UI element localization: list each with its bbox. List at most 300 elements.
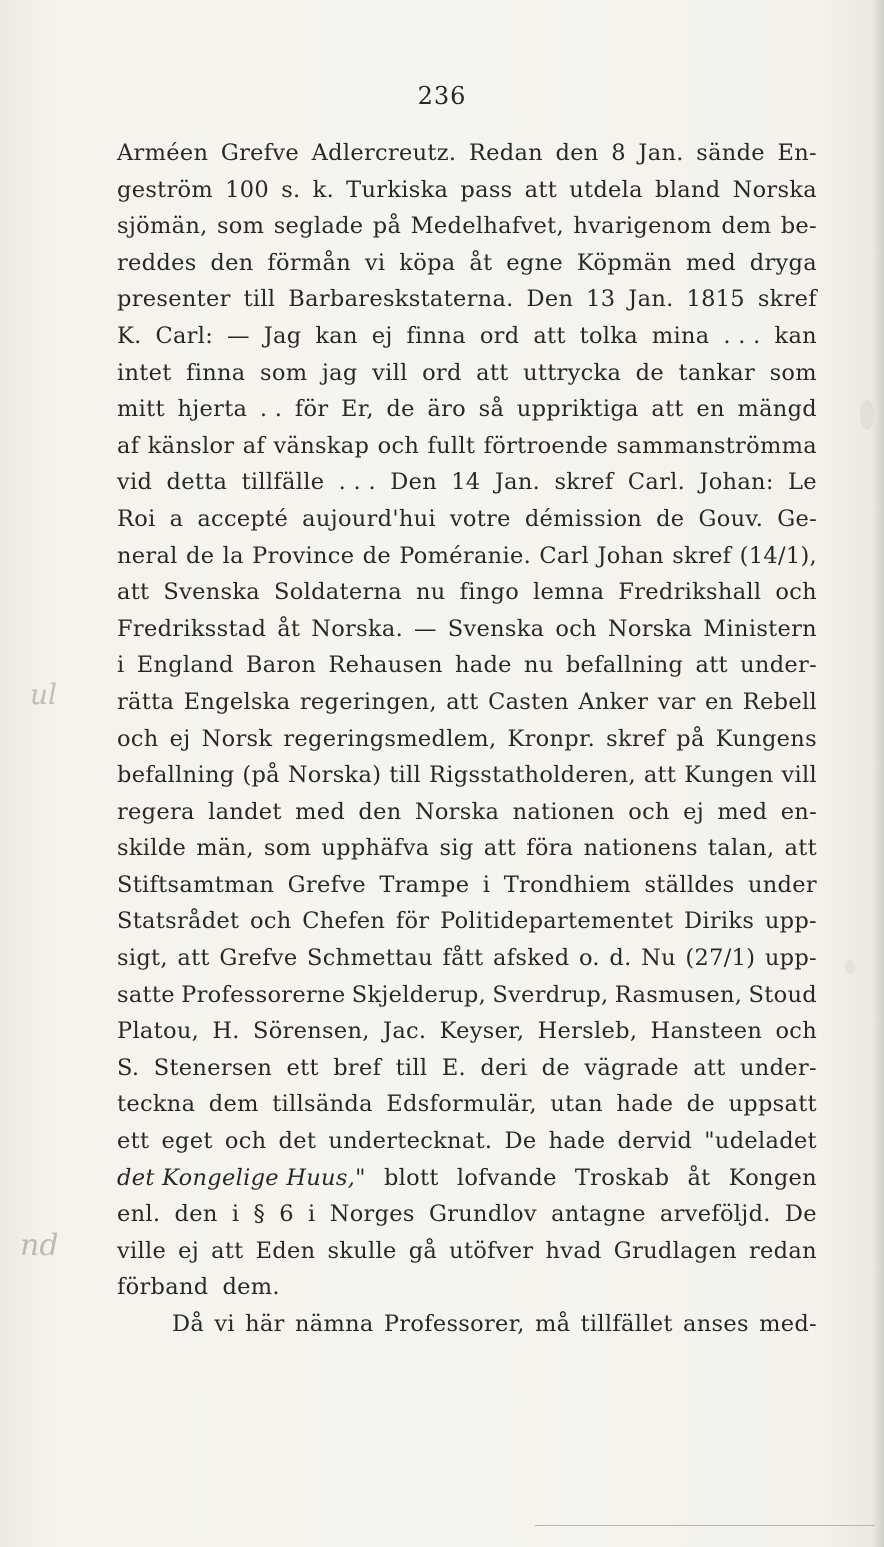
text-line xyxy=(117,1269,817,1306)
word: Kungen xyxy=(684,762,774,789)
word: afsked xyxy=(493,945,570,972)
word: och xyxy=(775,1018,817,1045)
word: Trampe xyxy=(379,871,470,898)
word: mängd xyxy=(737,396,817,423)
word: Jac. xyxy=(383,1018,427,1045)
word: de xyxy=(686,1091,715,1118)
word: med xyxy=(685,249,736,276)
word: skilde xyxy=(117,835,187,862)
text-line xyxy=(117,464,817,501)
word: de xyxy=(541,1054,570,1081)
word: Hersleb, xyxy=(537,1018,638,1045)
word: nu xyxy=(524,652,554,679)
word: och xyxy=(555,615,597,642)
page-smudge xyxy=(845,960,855,974)
word: 1815 xyxy=(686,286,745,313)
text-line xyxy=(117,1123,817,1160)
word: s. xyxy=(281,176,301,203)
word: på xyxy=(676,725,705,752)
word: skulle xyxy=(327,1237,397,1264)
word: Schmettau xyxy=(307,945,433,972)
word: Engelska xyxy=(183,688,291,715)
word: upphäfva xyxy=(321,835,430,862)
word: som xyxy=(263,835,312,862)
text-line xyxy=(117,1233,817,1270)
word: aujourd'hui xyxy=(302,505,436,532)
text-line xyxy=(117,318,817,355)
word: ej xyxy=(169,725,191,752)
word: Chefen xyxy=(302,908,386,935)
word: Norges xyxy=(329,1201,415,1228)
text-line xyxy=(117,794,817,831)
word: sammanströmma xyxy=(616,432,817,459)
word: förtroende xyxy=(483,432,609,459)
word: vi xyxy=(214,1311,235,1337)
word: känslor xyxy=(147,432,235,459)
word: må xyxy=(534,1311,571,1337)
text-line xyxy=(117,940,817,977)
word: egne xyxy=(506,249,564,276)
word: vid xyxy=(117,469,153,496)
word: 6 xyxy=(279,1201,294,1228)
word: De xyxy=(504,1128,537,1155)
word: som xyxy=(260,359,308,386)
word: . . . xyxy=(723,322,761,349)
word: förmån xyxy=(267,249,352,276)
word: Redan xyxy=(468,140,543,166)
word: utdela xyxy=(569,176,643,203)
word: reddes xyxy=(117,249,197,276)
word: § xyxy=(253,1201,266,1228)
word: 100 xyxy=(225,176,270,203)
word: tillfället xyxy=(580,1311,673,1337)
word: upp- xyxy=(764,908,817,935)
word: Norska xyxy=(414,798,500,825)
word: den xyxy=(210,249,254,276)
word: Den xyxy=(390,469,437,496)
word: hvad xyxy=(545,1237,602,1264)
word: Johan: xyxy=(699,469,774,496)
word: Platou, xyxy=(117,1018,200,1045)
word: geström xyxy=(117,176,214,203)
word: den xyxy=(555,140,599,166)
word: intet xyxy=(117,359,172,386)
word: Norska xyxy=(607,615,693,642)
word: vill xyxy=(781,762,817,789)
word: Er, xyxy=(341,396,374,423)
word: Le xyxy=(788,469,817,496)
word: ej xyxy=(683,798,705,825)
word: under- xyxy=(740,1054,817,1081)
word: åt xyxy=(687,1164,711,1191)
word: Carl xyxy=(539,542,590,569)
word: skref xyxy=(757,286,817,313)
word: gå xyxy=(408,1237,438,1264)
word: åt xyxy=(469,249,493,276)
word: att xyxy=(177,945,210,972)
word: ord xyxy=(479,322,520,349)
word: Jag xyxy=(263,322,302,349)
word: De xyxy=(784,1201,817,1228)
word: i xyxy=(117,652,125,679)
word: sjömän, xyxy=(117,213,208,240)
word: arvefölјd. xyxy=(659,1201,771,1228)
word: Arméen xyxy=(117,140,209,166)
word: Hansteen xyxy=(650,1018,763,1045)
word: Norska) xyxy=(287,762,382,789)
word: Jan. xyxy=(628,286,674,313)
word: Casten xyxy=(488,688,569,715)
word: rätta xyxy=(117,688,175,715)
word: regeringen, xyxy=(299,688,437,715)
word: Svenska xyxy=(447,615,545,642)
word: i xyxy=(482,871,491,898)
word: Stoud xyxy=(748,981,817,1008)
word: Rasmusen, xyxy=(614,981,743,1008)
word: Då xyxy=(172,1311,205,1337)
word: fullt xyxy=(427,432,476,459)
word: Edsformulär, xyxy=(386,1091,537,1118)
word: hade xyxy=(548,1128,606,1155)
word: Province xyxy=(252,542,355,569)
word: 14 xyxy=(451,469,481,496)
text-line xyxy=(117,977,817,1014)
word: Soldaterna xyxy=(274,579,403,606)
word: démission xyxy=(524,505,643,532)
word: Skjelderup, xyxy=(351,981,487,1008)
word: att xyxy=(643,762,677,789)
word: dryga xyxy=(749,249,817,276)
word: hvarigenom xyxy=(573,213,712,240)
word: af xyxy=(242,432,266,459)
word: Kungens xyxy=(715,725,817,752)
word: till xyxy=(243,286,276,313)
word: hjerta xyxy=(177,396,248,423)
margin-handwriting: nd xyxy=(20,1228,59,1263)
word: Fredrikshall xyxy=(618,579,762,606)
word: ville xyxy=(117,1237,167,1264)
word: votre xyxy=(449,505,511,532)
word: och xyxy=(377,432,420,459)
word: 13 xyxy=(586,286,616,313)
word: ett xyxy=(117,1128,150,1155)
word: Ge- xyxy=(777,505,817,532)
word: sig xyxy=(439,835,474,862)
margin-handwriting: ul xyxy=(30,678,57,711)
word: kan xyxy=(315,322,358,349)
word: a xyxy=(169,505,184,532)
word: att xyxy=(651,396,684,423)
text-line xyxy=(117,428,817,465)
text-line xyxy=(117,1013,817,1050)
word: o. xyxy=(578,945,600,972)
word: Rigsstatholderen, xyxy=(429,762,636,789)
word: till xyxy=(395,1054,428,1081)
word: och xyxy=(628,798,670,825)
word: en- xyxy=(780,798,817,825)
word: Kongen xyxy=(728,1164,817,1191)
word: lofvande xyxy=(456,1164,557,1191)
word: ord xyxy=(422,359,462,386)
word: ej xyxy=(178,1237,200,1264)
word: E. xyxy=(441,1054,466,1081)
word: att xyxy=(117,579,150,606)
word: Grefve xyxy=(219,945,298,972)
word: Anker xyxy=(578,688,649,715)
word: Fredriksstad xyxy=(117,615,267,642)
word: i xyxy=(308,1201,316,1228)
word: Den xyxy=(526,286,574,313)
word: de xyxy=(386,396,415,423)
word: k. xyxy=(312,176,335,203)
word: dervid xyxy=(617,1128,693,1155)
text-line xyxy=(117,867,817,904)
word: Troskab xyxy=(574,1164,670,1191)
text-line xyxy=(117,501,817,538)
word: utöfver xyxy=(449,1237,534,1264)
word: befallning xyxy=(117,762,235,789)
word: äro xyxy=(427,396,466,423)
word: Norsk xyxy=(201,725,273,752)
word: en xyxy=(704,688,734,715)
word: mitt xyxy=(117,396,165,423)
word: det xyxy=(278,1128,317,1155)
text-line xyxy=(117,538,817,575)
text-line xyxy=(117,1050,817,1087)
word: för xyxy=(294,396,329,423)
word: dem xyxy=(208,1091,259,1118)
word: Ministern xyxy=(703,615,817,642)
word: lemna xyxy=(533,579,605,606)
word: redan xyxy=(749,1237,817,1264)
word: utan xyxy=(550,1091,603,1118)
word: Roi xyxy=(117,505,156,532)
word: en xyxy=(696,396,725,423)
word: Eden xyxy=(255,1237,316,1264)
word: satte xyxy=(117,981,175,1008)
word: vi xyxy=(364,249,386,276)
word: accepté xyxy=(197,505,289,532)
word: fått xyxy=(442,945,484,972)
word: i xyxy=(231,1201,240,1228)
word: Barbareskstaterna. xyxy=(288,286,514,313)
text-line xyxy=(117,903,817,940)
word: att xyxy=(483,835,517,862)
word: blott xyxy=(383,1164,439,1191)
word: Grundlov xyxy=(428,1201,537,1228)
word: befallning xyxy=(565,652,684,679)
word: hade xyxy=(454,652,512,679)
word: Stiftsamtman xyxy=(117,871,275,898)
word: vänskap xyxy=(273,432,370,459)
word: hade xyxy=(616,1091,674,1118)
word: landet xyxy=(208,798,282,825)
word: till xyxy=(389,762,422,789)
body-text xyxy=(117,135,817,1343)
word: dem. xyxy=(222,1274,280,1301)
word: presenter xyxy=(117,286,231,313)
word: som xyxy=(216,213,265,240)
word: (27/1) xyxy=(685,945,756,972)
word: Grefve xyxy=(220,140,300,166)
word: bref xyxy=(333,1054,382,1081)
word: med xyxy=(295,798,346,825)
word: män, xyxy=(196,835,254,862)
word: mina xyxy=(651,322,710,349)
word: deri xyxy=(480,1054,528,1081)
word: af xyxy=(117,432,140,459)
word: be- xyxy=(780,213,817,240)
word: att xyxy=(693,1054,726,1081)
word: nationens xyxy=(583,835,698,862)
word: neral xyxy=(117,542,178,569)
word: föra xyxy=(526,835,574,862)
word: Turkiska xyxy=(346,176,449,203)
word: åt xyxy=(277,615,301,642)
word: vill xyxy=(372,359,408,386)
word: nationen xyxy=(512,798,615,825)
word: "udeladet xyxy=(704,1128,817,1155)
word: tillsända xyxy=(272,1091,373,1118)
text-line xyxy=(117,721,817,758)
word: under- xyxy=(740,652,817,679)
text-line xyxy=(117,1086,817,1123)
word: att xyxy=(533,322,566,349)
text-line xyxy=(117,281,817,318)
word: Jan. xyxy=(638,140,684,166)
word: (på xyxy=(242,762,280,789)
word: detta xyxy=(166,469,228,496)
word: Nu xyxy=(641,945,676,972)
word: sigt, xyxy=(117,945,168,972)
word: Professorerne xyxy=(181,981,346,1008)
word: Medelhafvet, xyxy=(410,213,564,240)
word: Jan. xyxy=(494,469,541,496)
word: att xyxy=(446,688,479,715)
page-smudge xyxy=(860,400,874,430)
word: ett xyxy=(286,1054,319,1081)
text-line xyxy=(117,1160,817,1197)
word: Carl. xyxy=(627,469,686,496)
word: sände xyxy=(696,140,765,166)
word: bland xyxy=(655,176,721,203)
word: d. xyxy=(609,945,632,972)
word: Köpmän xyxy=(576,249,673,276)
word: på xyxy=(372,213,402,240)
word: uttrycka xyxy=(523,359,622,386)
word: K. xyxy=(117,322,142,349)
text-line xyxy=(117,172,817,209)
word: Politidepartementet xyxy=(440,908,674,935)
word: seglade xyxy=(273,213,364,240)
page-bottom-rule xyxy=(535,1525,875,1526)
word: eget xyxy=(161,1128,213,1155)
word: och xyxy=(250,908,292,935)
word: det Kongelige Huus," xyxy=(117,1164,366,1191)
word: Poméranie. xyxy=(399,542,532,569)
text-line xyxy=(117,391,817,428)
word: . . . xyxy=(338,469,376,496)
word: Rehausen xyxy=(328,652,443,679)
word: skref xyxy=(672,542,732,569)
word: att xyxy=(211,1237,244,1264)
word: för xyxy=(395,908,430,935)
word: Baron xyxy=(245,652,317,679)
word: Statsrådet xyxy=(117,908,240,935)
word: som xyxy=(769,359,817,386)
word: kan xyxy=(774,322,817,349)
word: att xyxy=(476,359,509,386)
word: och xyxy=(117,725,159,752)
word: Stenersen xyxy=(153,1054,273,1081)
word: den xyxy=(358,798,402,825)
text-line xyxy=(117,684,817,721)
word: regera xyxy=(117,798,195,825)
word: antagne xyxy=(551,1201,646,1228)
word: nu xyxy=(416,579,446,606)
word: uppsatt xyxy=(728,1091,817,1118)
text-line xyxy=(117,574,817,611)
word: H. xyxy=(212,1018,240,1045)
word: och xyxy=(224,1128,267,1155)
word: att xyxy=(524,176,558,203)
word: Norska xyxy=(732,176,817,203)
word: undertecknat. xyxy=(328,1128,493,1155)
word: regeringsmedlem, xyxy=(283,725,497,752)
word: här xyxy=(245,1311,285,1337)
word: Norska. xyxy=(311,615,404,642)
word: Grefve xyxy=(287,871,366,898)
page-number: 236 xyxy=(417,82,467,110)
word: Gouv. xyxy=(698,505,764,532)
word: teckna xyxy=(117,1091,196,1118)
word: Trondhiem xyxy=(503,871,631,898)
word: Adlercreutz. xyxy=(311,140,457,166)
word: med- xyxy=(759,1311,817,1337)
text-line xyxy=(117,647,817,684)
text-line xyxy=(117,830,817,867)
word: köpa xyxy=(399,249,456,276)
word: att xyxy=(784,835,817,862)
word: Professorer, xyxy=(383,1311,525,1337)
text-line xyxy=(117,355,817,392)
word: Grudlagen xyxy=(613,1237,737,1264)
word: En- xyxy=(777,140,817,166)
text-line xyxy=(117,1306,817,1343)
word: att xyxy=(695,652,728,679)
word: jag xyxy=(321,359,358,386)
word: Johan xyxy=(597,542,664,569)
word: Rebell xyxy=(742,688,817,715)
word: de xyxy=(656,505,685,532)
word: de xyxy=(635,359,664,386)
word: — xyxy=(227,322,250,349)
word: under xyxy=(747,871,817,898)
word: Carl: xyxy=(155,322,214,349)
word: nämna xyxy=(294,1311,374,1337)
page-edge-shadow xyxy=(872,0,884,1547)
word: fingo xyxy=(459,579,520,606)
word: Sverdrup, xyxy=(492,981,609,1008)
word: med xyxy=(717,798,768,825)
word: Diriks xyxy=(684,908,755,935)
word: anses xyxy=(682,1311,749,1337)
word: tolka xyxy=(579,322,638,349)
word: enl. xyxy=(117,1201,161,1228)
word: de xyxy=(362,542,391,569)
word: — xyxy=(414,615,437,642)
word: Kronpr. xyxy=(507,725,596,752)
